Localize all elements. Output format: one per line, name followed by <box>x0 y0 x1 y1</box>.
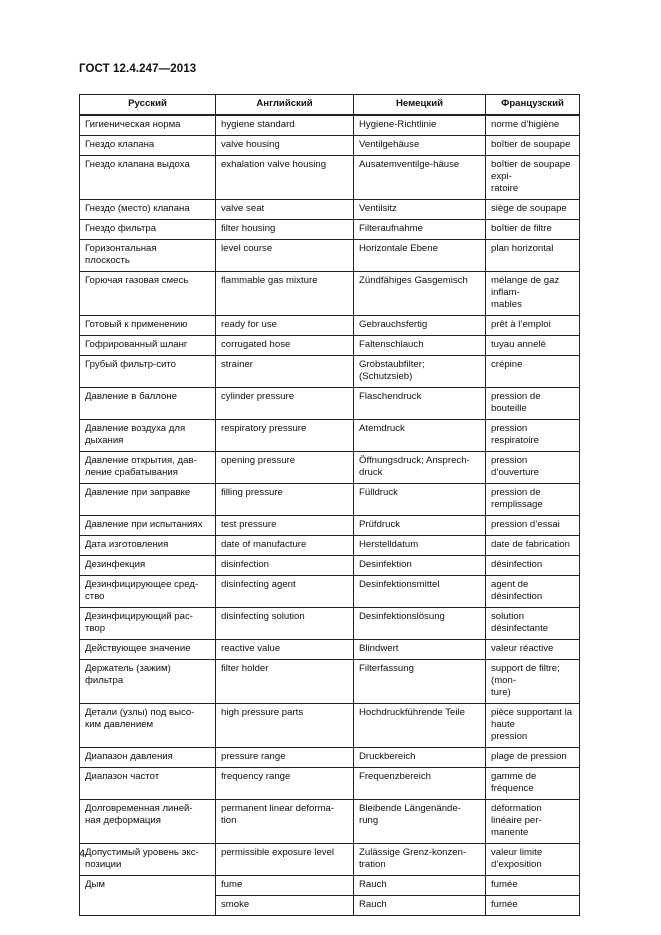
term-french: boîtier de soupape expi- ratoire <box>486 156 580 200</box>
term-english: permissible exposure level <box>216 844 354 876</box>
term-russian: Гнездо клапана <box>80 136 216 156</box>
term-french: boîtier de filtre <box>486 220 580 240</box>
term-russian: Держатель (зажим) фильтра <box>80 660 216 704</box>
term-german: Flaschendruck <box>354 388 486 420</box>
term-russian: Давление открытия, дав- ление срабатывания <box>80 452 216 484</box>
term-german: Horizontale Ebene <box>354 240 486 272</box>
term-german: Druckbereich <box>354 748 486 768</box>
term-english: disinfecting solution <box>216 608 354 640</box>
term-english: level course <box>216 240 354 272</box>
term-german: Ventilsitz <box>354 200 486 220</box>
term-french: plage de pression <box>486 748 580 768</box>
table-row <box>80 484 580 516</box>
table-row <box>80 536 580 556</box>
table-body <box>80 115 580 916</box>
table-row <box>80 640 580 660</box>
term-english: hygiene standard <box>216 115 354 136</box>
term-french: tuyau annelé <box>486 336 580 356</box>
table-row <box>80 272 580 316</box>
column-header-german: Немецкий <box>354 95 486 116</box>
term-english: cylinder pressure <box>216 388 354 420</box>
term-english: test pressure <box>216 516 354 536</box>
page-number: 4 <box>79 848 86 860</box>
table-row <box>80 200 580 220</box>
term-russian: Давление в баллоне <box>80 388 216 420</box>
term-russian: Гофрированный шланг <box>80 336 216 356</box>
document-header: ГОСТ 12.4.247—2013 <box>79 63 197 75</box>
term-german: Rauch <box>354 876 486 896</box>
term-english: opening pressure <box>216 452 354 484</box>
term-german: Bleibende Längenände- rung <box>354 800 486 844</box>
term-english: disinfection <box>216 556 354 576</box>
term-french: support de filtre; (mon- ture) <box>486 660 580 704</box>
table-row <box>80 420 580 452</box>
term-french: pièce supportant la haute pression <box>486 704 580 748</box>
table-row <box>80 608 580 640</box>
column-header-english: Английский <box>216 95 354 116</box>
term-german: Ventilgehäuse <box>354 136 486 156</box>
term-russian: Готовый к применению <box>80 316 216 336</box>
header-row <box>80 95 580 116</box>
term-french: valeur limite d’exposition <box>486 844 580 876</box>
term-french: prêt à l’emploi <box>486 316 580 336</box>
term-russian: Горючая газовая смесь <box>80 272 216 316</box>
table-row <box>80 115 580 136</box>
table-row <box>80 220 580 240</box>
table-row <box>80 768 580 800</box>
table-row <box>80 388 580 420</box>
term-russian: Давление при испытаниях <box>80 516 216 536</box>
table-row <box>80 556 580 576</box>
table-row <box>80 156 580 200</box>
term-russian: Давление воздуха для дыхания <box>80 420 216 452</box>
table-row <box>80 316 580 336</box>
term-english: smoke <box>216 896 354 916</box>
term-russian: Допустимый уровень экс- позиции <box>80 844 216 876</box>
table-row <box>80 452 580 484</box>
term-russian: Дезинфицирующее сред- ство <box>80 576 216 608</box>
table-row <box>80 748 580 768</box>
term-german: Fülldruck <box>354 484 486 516</box>
term-german: Rauch <box>354 896 486 916</box>
term-english: pressure range <box>216 748 354 768</box>
term-english: filter holder <box>216 660 354 704</box>
term-german: Frequenzbereich <box>354 768 486 800</box>
term-german: Atemdruck <box>354 420 486 452</box>
term-german: Desinfektionslösung <box>354 608 486 640</box>
term-french: agent de désinfection <box>486 576 580 608</box>
term-french: siège de soupape <box>486 200 580 220</box>
term-english: permanent linear deforma- tion <box>216 800 354 844</box>
term-french: boîtier de soupape <box>486 136 580 156</box>
term-german: Faltenschlauch <box>354 336 486 356</box>
term-french: fumée <box>486 876 580 896</box>
term-english: fume <box>216 876 354 896</box>
term-german: Hochdruckführende Teile <box>354 704 486 748</box>
table-row <box>80 136 580 156</box>
term-english: corrugated hose <box>216 336 354 356</box>
term-french: date de fabrication <box>486 536 580 556</box>
term-german: Desinfektion <box>354 556 486 576</box>
term-french: gamme de fréquence <box>486 768 580 800</box>
term-german: Prüfdruck <box>354 516 486 536</box>
term-english: filling pressure <box>216 484 354 516</box>
term-french: plan horizontal <box>486 240 580 272</box>
term-russian: Гнездо (место) клапана <box>80 200 216 220</box>
term-french: crépine <box>486 356 580 388</box>
term-english: strainer <box>216 356 354 388</box>
table-row <box>80 660 580 704</box>
term-english: date of manufacture <box>216 536 354 556</box>
term-french: désinfection <box>486 556 580 576</box>
term-russian: Гнездо фильтра <box>80 220 216 240</box>
table-row <box>80 800 580 844</box>
term-russian: Детали (узлы) под высо- ким давлением <box>80 704 216 748</box>
column-header-russian: Русский <box>80 95 216 116</box>
table-row <box>80 844 580 876</box>
term-french: mélange de gaz inflam- mables <box>486 272 580 316</box>
term-english: ready for use <box>216 316 354 336</box>
table-header <box>80 95 580 116</box>
term-french: solution désinfectante <box>486 608 580 640</box>
term-french: valeur réactive <box>486 640 580 660</box>
table-row <box>80 704 580 748</box>
table-row <box>80 576 580 608</box>
term-russian: Диапазон давления <box>80 748 216 768</box>
term-german: Filteraufnahme <box>354 220 486 240</box>
term-french: pression de remplissage <box>486 484 580 516</box>
term-german: Öffnungsdruck; Ansprech- druck <box>354 452 486 484</box>
term-english: high pressure parts <box>216 704 354 748</box>
term-english: reactive value <box>216 640 354 660</box>
term-german: Zulässige Grenz-konzen- tration <box>354 844 486 876</box>
term-russian: Диапазон частот <box>80 768 216 800</box>
term-russian: Действующее значение <box>80 640 216 660</box>
term-english: filter housing <box>216 220 354 240</box>
term-german: Hygiene-Richtlinie <box>354 115 486 136</box>
term-german: Gebrauchsfertig <box>354 316 486 336</box>
table-row <box>80 336 580 356</box>
term-french: pression d’essai <box>486 516 580 536</box>
term-english: flammable gas mixture <box>216 272 354 316</box>
term-russian: Дым <box>80 876 216 916</box>
column-header-french: Французский <box>486 95 580 116</box>
term-english: exhalation valve housing <box>216 156 354 200</box>
term-english: disinfecting agent <box>216 576 354 608</box>
term-russian: Долговременная линей- ная деформация <box>80 800 216 844</box>
term-french: pression respiratoire <box>486 420 580 452</box>
table-row <box>80 516 580 536</box>
term-german: Blindwert <box>354 640 486 660</box>
term-english: respiratory pressure <box>216 420 354 452</box>
term-english: valve seat <box>216 200 354 220</box>
term-german: Filterfassung <box>354 660 486 704</box>
table-row <box>80 356 580 388</box>
term-french: déformation linéaire per- manente <box>486 800 580 844</box>
term-french: fumée <box>486 896 580 916</box>
term-french: norme d’higiène <box>486 115 580 136</box>
term-french: pression de bouteille <box>486 388 580 420</box>
term-russian: Грубый фильтр-сито <box>80 356 216 388</box>
term-german: Zündfähiges Gasgemisch <box>354 272 486 316</box>
term-russian: Гигиеническая норма <box>80 115 216 136</box>
term-english: frequency range <box>216 768 354 800</box>
term-german: Ausatemventilge-häuse <box>354 156 486 200</box>
term-russian: Давление при заправке <box>80 484 216 516</box>
term-german: Grobstaubfilter; (Schutzsieb) <box>354 356 486 388</box>
table-row <box>80 240 580 272</box>
term-english: valve housing <box>216 136 354 156</box>
terminology-table <box>79 94 580 916</box>
term-german: Herstelldatum <box>354 536 486 556</box>
term-german: Desinfektionsmittel <box>354 576 486 608</box>
term-russian: Дезинфицирующий рас- твор <box>80 608 216 640</box>
term-russian: Гнездо клапана выдоха <box>80 156 216 200</box>
term-french: pression d’ouverture <box>486 452 580 484</box>
term-russian: Дата изготовления <box>80 536 216 556</box>
table-row <box>80 876 580 896</box>
term-russian: Горизонтальная плоскость <box>80 240 216 272</box>
term-russian: Дезинфекция <box>80 556 216 576</box>
